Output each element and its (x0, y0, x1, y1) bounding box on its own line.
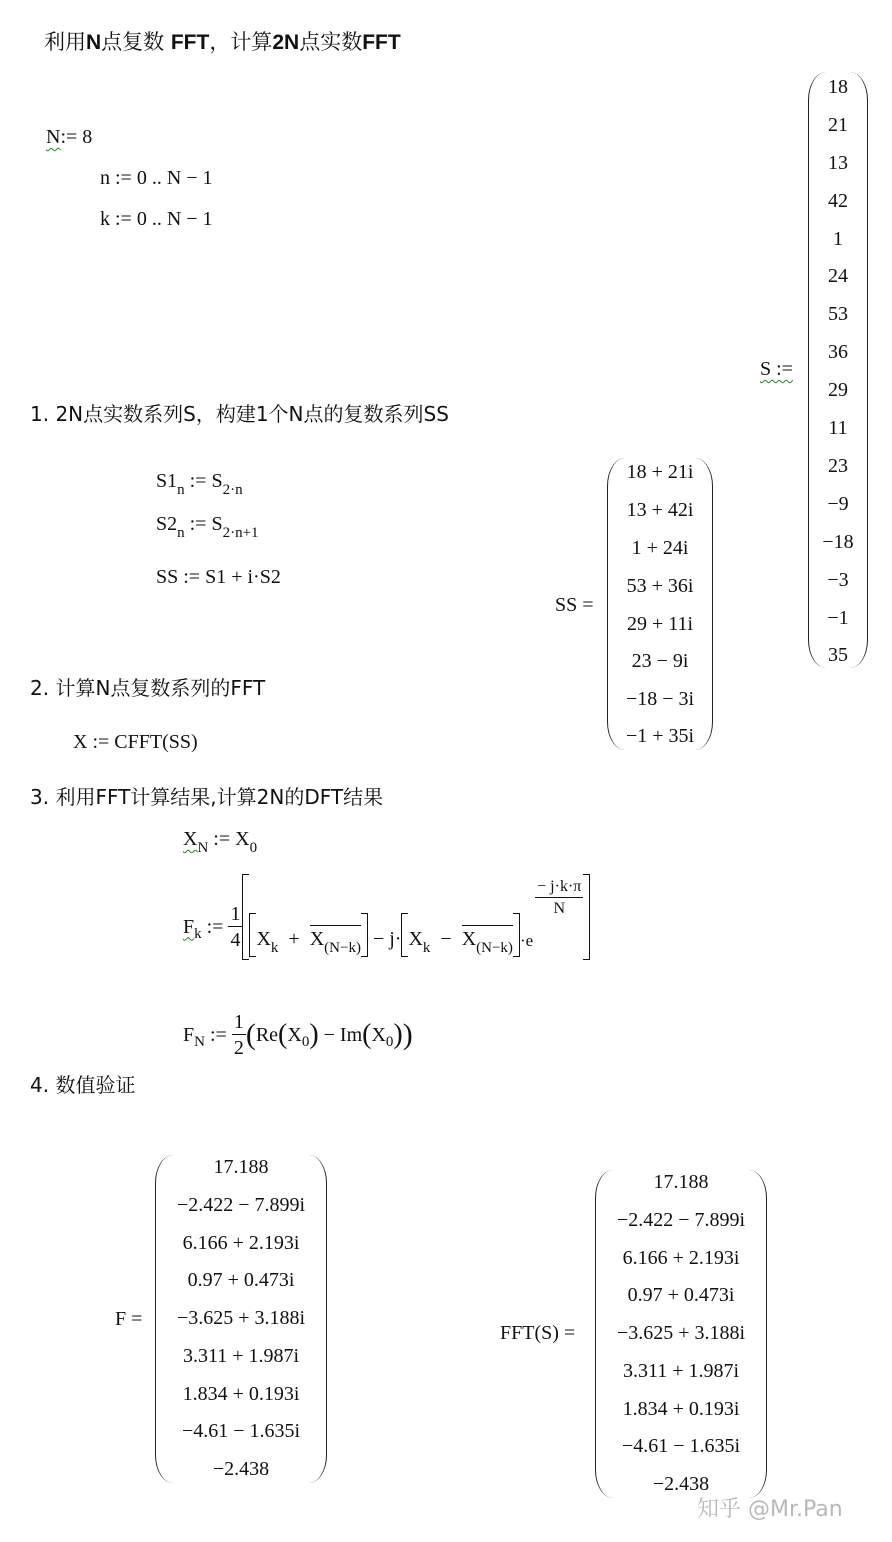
x-cfft-definition[interactable]: X := CFFT(SS) (73, 731, 198, 753)
rhs: X (235, 828, 250, 850)
f-vector-matrix[interactable] (155, 1155, 327, 1483)
subscript: k (270, 940, 279, 956)
matrix-cell: −9 (827, 493, 849, 515)
s1-definition[interactable] (156, 470, 243, 498)
matrix-cell: 1 + 24i (631, 537, 689, 559)
subscript: n (177, 482, 185, 498)
title-part: 点复数 (101, 30, 171, 54)
subscript: (N−k) (324, 940, 361, 956)
denominator: N (553, 900, 566, 917)
matrix-cell: 0.97 + 0.473i (187, 1269, 295, 1291)
lhs: S2 (156, 513, 178, 535)
f-vector-label: F = (115, 1308, 143, 1330)
ss-definition[interactable]: SS := S1 + i·S2 (156, 566, 281, 588)
matrix-cell: 21 (828, 114, 848, 136)
matrix-cell: −18 (822, 531, 854, 553)
matrix-cell: 17.188 (213, 1156, 269, 1178)
matrix-cell: −2.438 (652, 1473, 710, 1495)
subscript: 0 (249, 840, 258, 856)
lhs: X (183, 828, 198, 850)
x-term: X (408, 928, 423, 950)
matrix-cell: 42 (828, 190, 848, 212)
xn-definition[interactable] (183, 828, 258, 856)
subscript: N (194, 1033, 205, 1050)
matrix-cell: 36 (828, 341, 848, 363)
section-4-heading: 4. 数值验证 (30, 1073, 136, 1097)
x-term: X (287, 1023, 302, 1046)
im-function: Im (339, 1023, 363, 1046)
matrix-cell: 23 (828, 455, 848, 477)
assign-operator: := (60, 126, 78, 148)
title-part: 利用 (44, 30, 86, 54)
subscript: (N−k) (476, 940, 513, 956)
matrix-cell: −2.422 − 7.899i (176, 1194, 306, 1216)
n-constant-definition[interactable] (46, 126, 92, 149)
matrix-cell: 6.166 + 2.193i (622, 1247, 740, 1269)
minus-j: − j· (372, 928, 402, 950)
matrix-cell: 17.188 (653, 1171, 709, 1193)
numerator: 1 (233, 1011, 244, 1033)
matrix-cell: 0.97 + 0.473i (627, 1284, 735, 1306)
page-title (44, 26, 401, 56)
title-part: N (86, 31, 102, 54)
lhs: F (183, 915, 195, 938)
subscript: 2·n (222, 482, 243, 498)
matrix-cell: 1.834 + 0.193i (622, 1398, 740, 1420)
matrix-cell: 1.834 + 0.193i (182, 1383, 300, 1405)
matrix-cell: 3.311 + 1.987i (182, 1345, 300, 1367)
minus-operator: − (440, 928, 452, 950)
value: 8 (82, 126, 93, 148)
x-term: X (256, 928, 271, 950)
exponent-fraction (535, 879, 583, 917)
plus-operator: + (288, 928, 300, 950)
ffts-vector-label: FFT(S) = (500, 1322, 576, 1344)
matrix-cell: −1 (827, 607, 849, 629)
title-part: 点实数 (299, 30, 363, 54)
denominator: 4 (230, 929, 241, 951)
title-part: FFT (170, 31, 210, 54)
exp-base: ·e (519, 931, 534, 950)
matrix-cell: 29 (828, 379, 848, 401)
rhs: S (211, 513, 223, 535)
lhs: S1 (156, 470, 178, 492)
s-vector-matrix[interactable] (808, 72, 868, 668)
fn-formula[interactable]: F N := $\frac{1}{2}$ ( Re ( X 0 ) − Im ( X 0 ) ) (183, 1011, 413, 1059)
x-conj-term: X (461, 928, 477, 950)
subscript: k (422, 940, 431, 956)
matrix-cell: −4.61 − 1.635i (621, 1435, 741, 1457)
matrix-cell: 29 + 11i (626, 613, 694, 635)
s-vector-label (760, 358, 793, 381)
title-part: ，计算 (209, 30, 273, 54)
inner-left-bracket (249, 913, 256, 957)
lhs: F (183, 1023, 195, 1046)
x-conj-term: X (309, 928, 325, 950)
matrix-cell: 24 (828, 265, 848, 287)
watermark: 知乎 @Mr.Pan (697, 1497, 843, 1522)
ffts-vector-matrix[interactable] (595, 1170, 767, 1498)
n-range-definition[interactable]: n := 0 .. N − 1 (100, 167, 213, 189)
matrix-cell: 18 (828, 76, 848, 98)
numerator: 1 (230, 903, 241, 925)
matrix-cell: 53 (828, 303, 848, 325)
k-range-definition[interactable]: k := 0 .. N − 1 (100, 208, 213, 230)
matrix-cell: 23 − 9i (631, 650, 689, 672)
matrix-cell: −1 + 35i (625, 725, 695, 747)
matrix-cell: 18 + 21i (626, 461, 694, 483)
outer-left-bracket (242, 874, 249, 960)
subscript: 0 (301, 1033, 310, 1050)
subscript: n (177, 525, 185, 541)
x-term: X (371, 1023, 386, 1046)
matrix-cell: −18 − 3i (625, 688, 695, 710)
s-label-text: S := (760, 358, 793, 380)
section-2-heading: 2. 计算N点复数系列的FFT (30, 676, 266, 700)
section-3-heading: 3. 利用FFT计算结果,计算2N的DFT结果 (30, 785, 384, 809)
assign-operator: := (209, 1023, 227, 1046)
subscript: k (194, 925, 202, 942)
subscript: N (197, 840, 209, 856)
fraction (232, 1012, 246, 1058)
matrix-cell: −3.625 + 3.188i (176, 1307, 306, 1329)
ss-vector-label: SS = (555, 594, 594, 616)
section-1-heading: 1. 2N点实数系列S，构建1个N点的复数系列SS (30, 402, 449, 426)
assign-operator: := (206, 915, 224, 938)
matrix-cell: 13 + 42i (626, 499, 694, 521)
rhs: S (211, 470, 223, 492)
assign-operator: := (189, 513, 207, 535)
numerator: − j·k·π (535, 879, 583, 898)
matrix-cell: −4.61 − 1.635i (181, 1420, 301, 1442)
matrix-cell: 13 (828, 152, 848, 174)
outer-right-bracket (583, 874, 590, 960)
s2-definition[interactable] (156, 513, 259, 541)
minus-operator: − (323, 1023, 335, 1046)
ss-vector-matrix[interactable] (607, 458, 713, 750)
subscript: 2·n+1 (222, 525, 259, 541)
matrix-cell: −2.422 − 7.899i (616, 1209, 746, 1231)
assign-operator: := (213, 828, 231, 850)
matrix-cell: 1 (833, 228, 843, 250)
variable-N: N (46, 126, 61, 148)
matrix-cell: 6.166 + 2.193i (182, 1232, 300, 1254)
re-function: Re (255, 1023, 279, 1046)
matrix-cell: −3 (827, 569, 849, 591)
denominator: 2 (233, 1037, 244, 1059)
matrix-cell: 11 (828, 417, 848, 439)
fraction (228, 904, 242, 950)
fk-formula[interactable] (183, 872, 590, 962)
matrix-cell: −3.625 + 3.188i (616, 1322, 746, 1344)
matrix-cell: −2.438 (212, 1458, 270, 1480)
title-part: 2N (272, 31, 300, 54)
matrix-cell: 35 (828, 644, 848, 666)
matrix-cell: 53 + 36i (626, 575, 694, 597)
subscript: 0 (385, 1033, 394, 1050)
assign-operator: := (189, 470, 207, 492)
inner-right-bracket (513, 913, 520, 957)
matrix-cell: 3.311 + 1.987i (622, 1360, 740, 1382)
inner-right-bracket (361, 913, 368, 957)
title-part: FFT (362, 31, 401, 54)
inner-left-bracket (401, 913, 408, 957)
